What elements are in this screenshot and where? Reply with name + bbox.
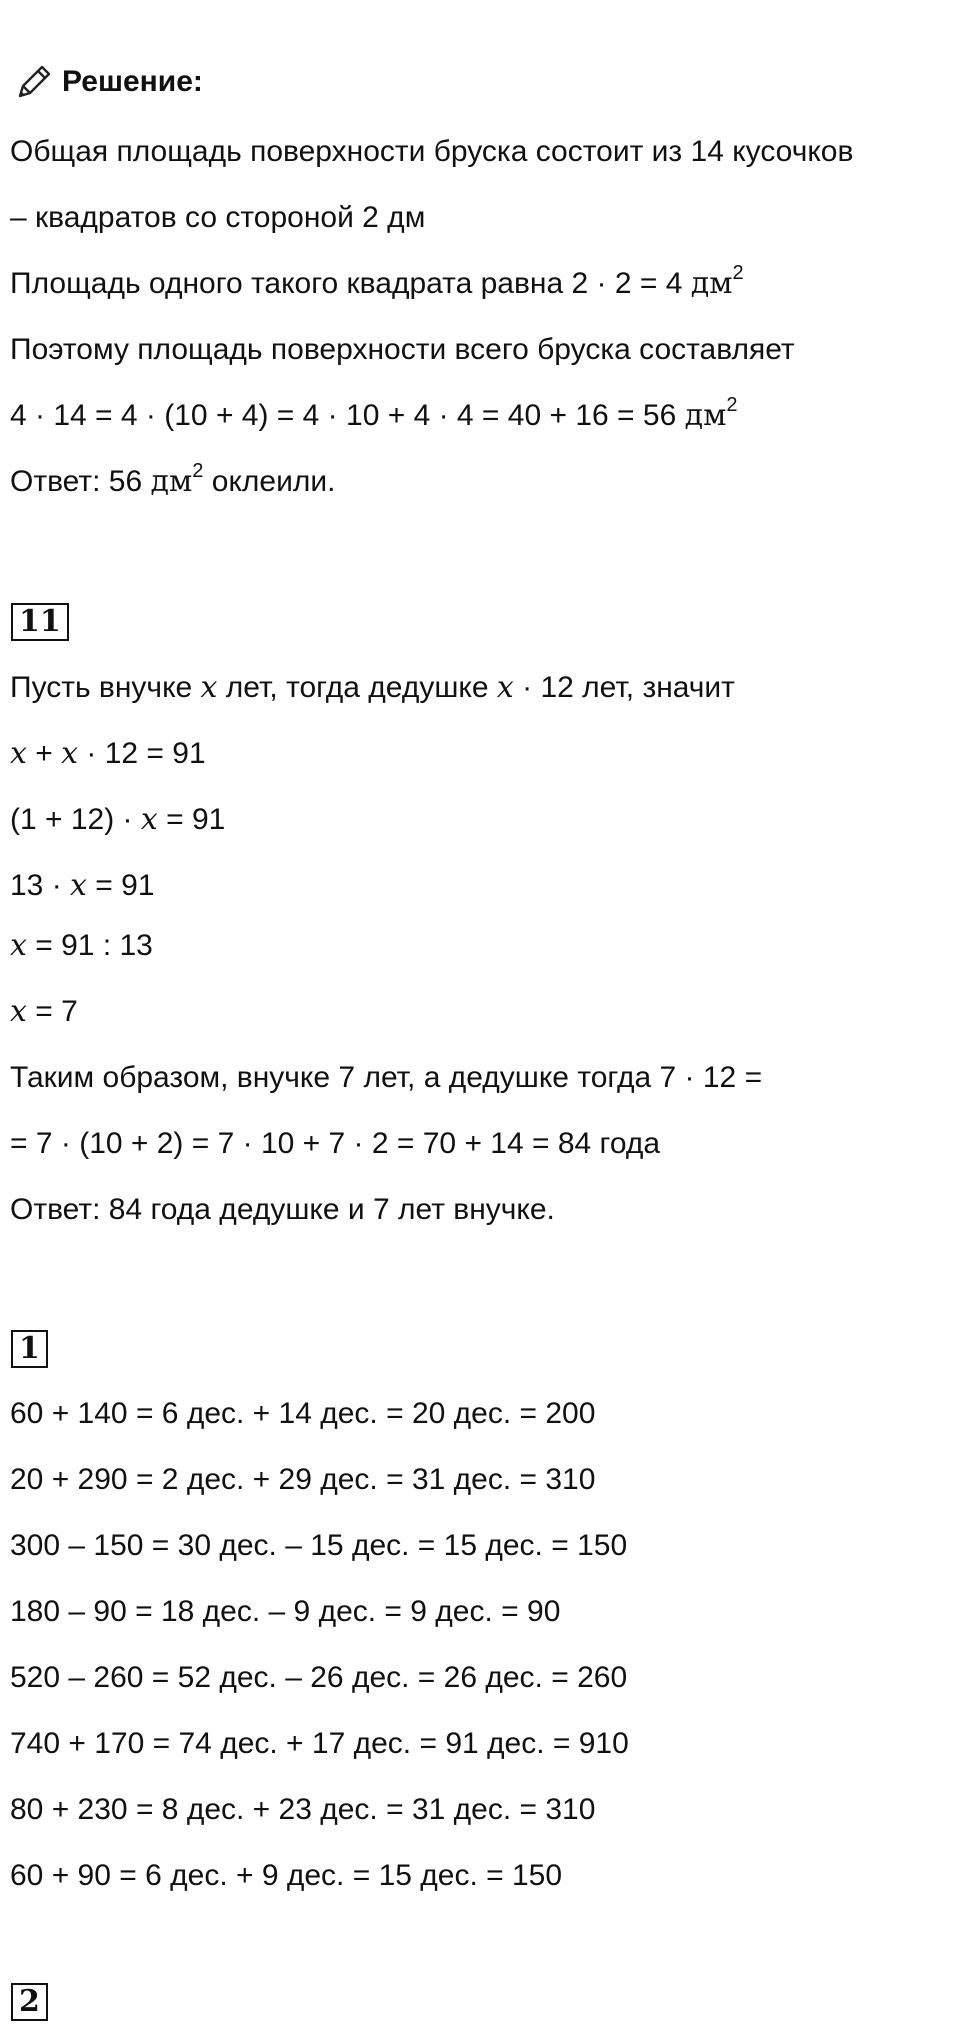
task1-line: 740 + 170 = 74 дес. + 17 дес. = 91 дес. = 910 <box>10 1727 629 1760</box>
text-segment: · 12 = 91 <box>78 737 206 770</box>
task11-line6 <box>10 992 78 1032</box>
task11-line2 <box>10 734 206 774</box>
task1-line: 80 + 230 = 8 дес. + 23 дес. = 31 дес. = 310 <box>10 1793 596 1826</box>
task-number-box: 1 <box>11 1330 48 1368</box>
text-segment: лет, тогда дедушке <box>217 671 497 704</box>
text-segment: Пусть внучке <box>10 671 201 704</box>
variable-x: x <box>140 802 158 837</box>
variable-x: x <box>200 670 218 705</box>
task1-line: 180 – 90 = 18 дес. – 9 дес. = 9 дес. = 90 <box>10 1595 561 1628</box>
text-segment: (1 + 12) · <box>10 803 141 836</box>
task11-answer: Ответ: 84 года дедушке и 7 лет внучке. <box>10 1193 555 1226</box>
block1-line2: – квадратов со стороной 2 дм <box>10 201 426 234</box>
answer-prefix: Ответ: 56 <box>10 465 151 498</box>
block1-answer <box>10 462 335 502</box>
unit-dm: дм <box>150 464 193 499</box>
task1-line: 60 + 140 = 6 дес. + 14 дес. = 20 дес. = 200 <box>10 1397 596 1430</box>
task-number-box: 11 <box>11 603 69 641</box>
block1-line5 <box>10 396 738 436</box>
exponent: 2 <box>726 394 738 416</box>
solution-heading-text: Решение: <box>62 65 203 98</box>
exponent: 2 <box>732 262 744 284</box>
task1-line: 60 + 90 = 6 дес. + 9 дес. = 15 дес. = 150 <box>10 1859 563 1892</box>
variable-x: x <box>496 670 514 705</box>
block1-line3-text: Площадь одного такого квадрата равна 2 · 2 = 4 <box>10 267 691 300</box>
text-segment: = 91 : 13 <box>26 929 153 962</box>
block1-line1: Общая площадь поверхности бруска состоит из 14 кусочков <box>10 135 854 168</box>
variable-x: x <box>61 736 79 771</box>
text-segment: 13 · <box>10 869 71 902</box>
task1-line: 300 – 150 = 30 дес. – 15 дес. = 15 дес. = 150 <box>10 1529 628 1562</box>
text-segment: + <box>26 737 62 770</box>
task11-line7: Таким образом, внучке 7 лет, а дедушке тогда 7 · 12 = <box>10 1061 763 1094</box>
pencil-icon <box>12 60 56 104</box>
unit-dm: дм <box>690 266 733 301</box>
task11-line3 <box>10 800 225 840</box>
task11-line8: = 7 · (10 + 2) = 7 · 10 + 7 · 2 = 70 + 14 = 84 года <box>10 1127 661 1160</box>
text-segment: = 91 <box>157 803 226 836</box>
text-segment: = 91 <box>86 869 155 902</box>
answer-suffix: оклеили. <box>203 465 336 498</box>
variable-x: x <box>10 994 27 1029</box>
block1-line5-text: 4 · 14 = 4 · (10 + 4) = 4 · 10 + 4 · 4 = 40 + 16 = 56 <box>10 399 685 432</box>
solution-heading <box>12 62 203 102</box>
task11-line4 <box>10 866 155 906</box>
unit-dm: дм <box>684 398 727 433</box>
block1-line4: Поэтому площадь поверхности всего бруска составляет <box>10 333 795 366</box>
task-number-box: 2 <box>11 1983 48 2021</box>
variable-x: x <box>70 868 87 903</box>
task1-line: 520 – 260 = 52 дес. – 26 дес. = 26 дес. = 260 <box>10 1661 628 1694</box>
block1-line3 <box>10 264 744 304</box>
variable-x: x <box>10 928 27 963</box>
exponent: 2 <box>192 460 204 482</box>
text-segment: · 12 лет, значит <box>513 671 735 704</box>
task11-line1 <box>10 668 735 708</box>
variable-x: x <box>10 736 27 771</box>
text-segment: = 7 <box>26 995 78 1028</box>
task1-line: 20 + 290 = 2 дес. + 29 дес. = 31 дес. = 310 <box>10 1463 596 1496</box>
task11-line5 <box>10 926 153 966</box>
